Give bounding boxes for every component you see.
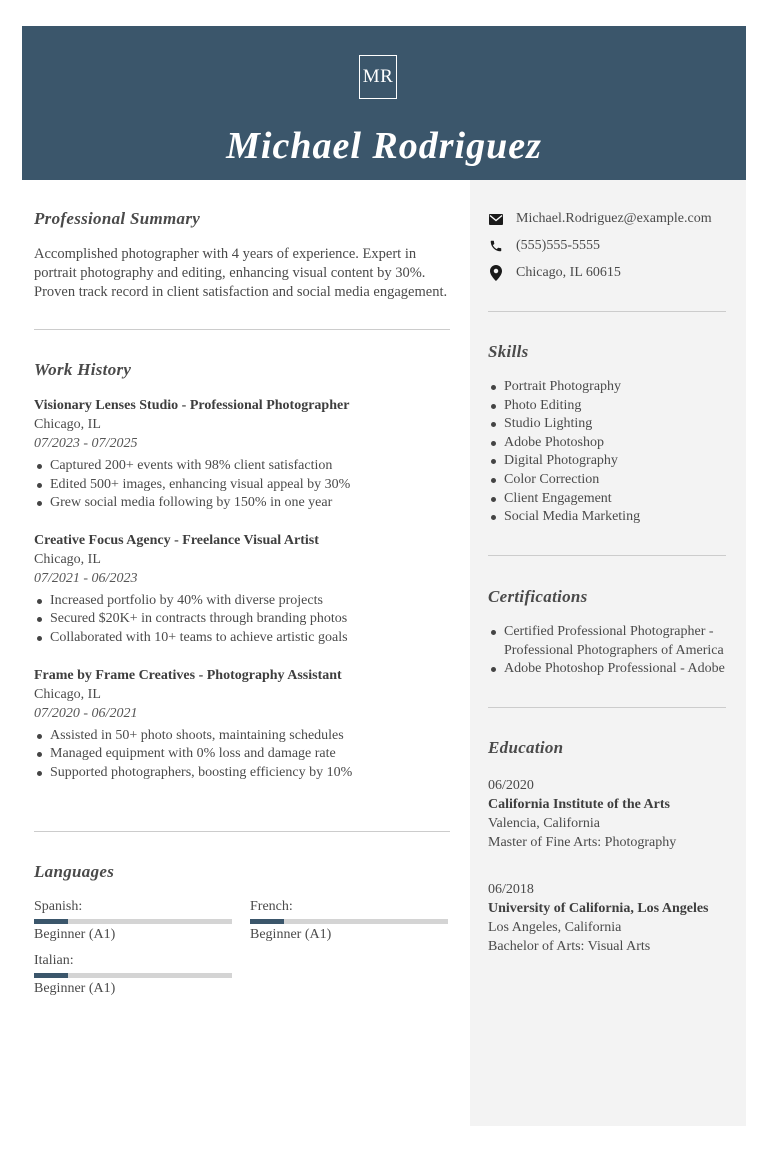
list-item: Portrait Photography bbox=[488, 378, 728, 397]
job-location: Chicago, IL bbox=[34, 417, 101, 432]
list-item: Grew social media following by 150% in one year bbox=[34, 494, 450, 513]
certifications-list bbox=[488, 623, 728, 679]
monogram-badge: MR bbox=[359, 55, 397, 99]
list-item: Supported photographers, boosting efficiency by 10% bbox=[34, 764, 450, 783]
contact-section bbox=[488, 209, 728, 289]
divider bbox=[34, 831, 450, 832]
job-dates: 07/2021 - 06/2023 bbox=[34, 570, 138, 586]
language-level: Beginner (A1) bbox=[34, 981, 116, 996]
proficiency-fill bbox=[34, 919, 68, 924]
job-bullets bbox=[34, 457, 450, 513]
section-title-work: Work History bbox=[34, 360, 132, 379]
education-degree: Bachelor of Arts: Visual Arts bbox=[488, 939, 651, 954]
list-item: Photo Editing bbox=[488, 397, 728, 416]
proficiency-bar bbox=[34, 973, 232, 978]
job-title: Creative Focus Agency - Freelance Visual Artist bbox=[34, 532, 319, 548]
list-item: Increased portfolio by 40% with diverse projects bbox=[34, 592, 450, 611]
work-history-section bbox=[34, 360, 450, 782]
list-item: Color Correction bbox=[488, 471, 728, 490]
education-entry bbox=[488, 776, 728, 852]
list-item: Digital Photography bbox=[488, 452, 728, 471]
resume-page bbox=[22, 26, 746, 1126]
skills-list bbox=[488, 378, 728, 527]
phone-text[interactable]: (555)555-5555 bbox=[516, 238, 600, 253]
proficiency-bar bbox=[34, 919, 232, 924]
list-item: Managed equipment with 0% loss and damage rate bbox=[34, 745, 450, 764]
divider bbox=[488, 311, 726, 312]
job-title: Frame by Frame Creatives - Photography Assistant bbox=[34, 667, 342, 683]
divider bbox=[488, 555, 726, 556]
envelope-icon bbox=[488, 211, 504, 227]
education-date: 06/2020 bbox=[488, 778, 534, 793]
education-section bbox=[488, 738, 728, 956]
divider bbox=[34, 329, 450, 330]
location-text: Chicago, IL 60615 bbox=[516, 265, 621, 280]
languages-section bbox=[34, 862, 450, 882]
list-item: Studio Lighting bbox=[488, 415, 728, 434]
section-title-languages: Languages bbox=[34, 862, 115, 881]
list-item: Adobe Photoshop bbox=[488, 434, 728, 453]
section-title-summary: Professional Summary bbox=[34, 209, 201, 228]
language-item bbox=[250, 898, 448, 944]
education-date: 06/2018 bbox=[488, 882, 534, 897]
education-school: California Institute of the Arts bbox=[488, 797, 670, 812]
job-location: Chicago, IL bbox=[34, 551, 101, 567]
contact-location bbox=[488, 263, 621, 283]
list-item: Social Media Marketing bbox=[488, 508, 728, 527]
proficiency-fill bbox=[250, 919, 284, 924]
contact-email bbox=[488, 209, 712, 229]
job-entry bbox=[34, 666, 450, 783]
summary-text: Accomplished photographer with 4 years of experience. Expert in portrait photography and editing, enhancing visual content by 30%. Proven track record in client satisfaction and social media engagement. bbox=[34, 246, 448, 300]
proficiency-bar bbox=[250, 919, 448, 924]
job-bullets bbox=[34, 592, 450, 648]
list-item: Collaborated with 10+ teams to achieve artistic goals bbox=[34, 629, 450, 648]
list-item: Certified Professional Photographer - Professional Photographers of America bbox=[488, 623, 728, 660]
job-entry bbox=[34, 531, 450, 648]
proficiency-fill bbox=[34, 973, 68, 978]
phone-icon bbox=[488, 238, 504, 254]
section-title-skills: Skills bbox=[488, 342, 529, 361]
list-item: Edited 500+ images, enhancing visual appeal by 30% bbox=[34, 476, 450, 495]
education-entry bbox=[488, 880, 728, 956]
job-dates: 07/2023 - 07/2025 bbox=[34, 436, 138, 451]
section-title-education: Education bbox=[488, 738, 564, 757]
job-location: Chicago, IL bbox=[34, 686, 101, 702]
certifications-section bbox=[488, 587, 728, 679]
resume-header bbox=[22, 26, 746, 180]
list-item: Secured $20K+ in contracts through branding photos bbox=[34, 610, 450, 629]
language-level: Beginner (A1) bbox=[34, 927, 116, 942]
contact-phone bbox=[488, 236, 600, 256]
language-name: Italian: bbox=[34, 953, 74, 968]
language-name: Spanish: bbox=[34, 899, 83, 914]
section-title-certifications: Certifications bbox=[488, 587, 588, 606]
divider bbox=[488, 707, 726, 708]
language-item bbox=[34, 898, 232, 944]
list-item: Captured 200+ events with 98% client satisfaction bbox=[34, 457, 450, 476]
location-pin-icon bbox=[488, 265, 504, 281]
list-item: Assisted in 50+ photo shoots, maintaining schedules bbox=[34, 727, 450, 746]
education-location: Valencia, California bbox=[488, 816, 600, 831]
job-bullets bbox=[34, 727, 450, 783]
language-item bbox=[34, 952, 232, 998]
education-degree: Master of Fine Arts: Photography bbox=[488, 835, 677, 850]
language-level: Beginner (A1) bbox=[250, 927, 332, 942]
skills-section bbox=[488, 342, 728, 527]
candidate-name: Michael Rodriguez bbox=[226, 125, 542, 167]
education-location: Los Angeles, California bbox=[488, 920, 622, 935]
email-text[interactable]: Michael.Rodriguez@example.com bbox=[516, 211, 712, 226]
job-entry bbox=[34, 396, 450, 513]
language-name: French: bbox=[250, 899, 293, 914]
list-item: Client Engagement bbox=[488, 490, 728, 509]
list-item: Adobe Photoshop Professional - Adobe bbox=[488, 660, 728, 679]
summary-section bbox=[34, 209, 450, 302]
job-dates: 07/2020 - 06/2021 bbox=[34, 705, 138, 721]
job-title: Visionary Lenses Studio - Professional Photographer bbox=[34, 398, 350, 413]
education-school: University of California, Los Angeles bbox=[488, 901, 709, 916]
